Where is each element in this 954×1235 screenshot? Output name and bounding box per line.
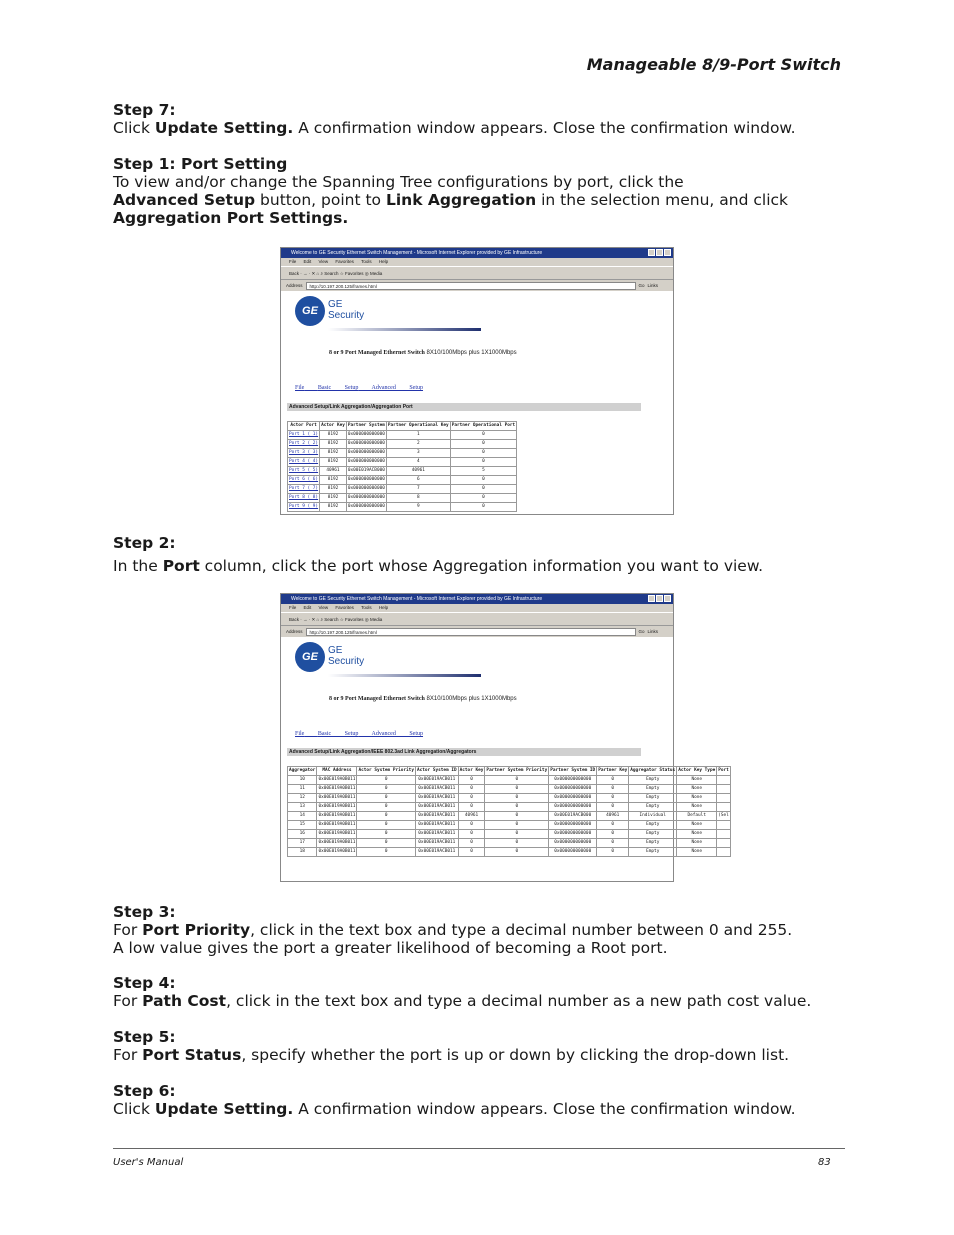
table-cell: 0 [450, 503, 516, 512]
table-cell: 0 [458, 794, 485, 803]
table-cell: 0 [357, 839, 416, 848]
table-cell: Individual [629, 812, 677, 821]
table-cell: 0x000000000000 [346, 503, 386, 512]
table-cell: 0x00E019ACB011 [415, 803, 458, 812]
table-cell: None [677, 776, 717, 785]
screenshot-aggregators [280, 593, 729, 882]
table-cell: Empty [629, 839, 677, 848]
ge-logo-icon: GE [295, 642, 325, 672]
table-row [288, 467, 517, 476]
table-cell: 0 [357, 812, 416, 821]
table-cell: 0x00E019A0B011 [317, 812, 357, 821]
table-cell: 0 [485, 794, 549, 803]
table-cell: 0 [450, 494, 516, 503]
toolbar[interactable]: Back · → · ✕ ⌂ ⌕ Search ☆ Favorites ◎ Media [281, 612, 673, 626]
table-cell: 17 [288, 839, 317, 848]
table-cell: 0 [458, 776, 485, 785]
table-cell: 1 [386, 431, 450, 440]
port-link[interactable]: Port 7 ( 7) [288, 485, 320, 494]
table-cell: 0 [597, 830, 629, 839]
table-cell: None [677, 821, 717, 830]
brand-security: Security [328, 656, 365, 667]
table-row [288, 449, 517, 458]
minimize-icon[interactable] [648, 249, 655, 256]
table-cell: None [677, 830, 717, 839]
port-link[interactable]: Port 9 ( 9) [288, 503, 320, 512]
table-cell: None [677, 803, 717, 812]
step-label: Step 7: [113, 101, 176, 119]
table-cell: 0x00E019A0B011 [317, 785, 357, 794]
nav-links [295, 731, 423, 737]
column-header: Partner Operational Key [386, 422, 450, 431]
table-cell: 0 [485, 776, 549, 785]
column-header: Port [717, 767, 731, 776]
table-cell: 6 [386, 476, 450, 485]
aggregation-port-table [287, 421, 517, 512]
table-cell: 0 [450, 431, 516, 440]
page-header-title: Manageable 8/9-Port Switch [586, 55, 841, 74]
brand-security: Security [328, 310, 365, 321]
table-row [288, 830, 731, 839]
table-cell: 5 [450, 467, 516, 476]
table-cell: 0x000000000000 [346, 494, 386, 503]
table-cell: 0 [458, 803, 485, 812]
column-header: Aggregator [288, 767, 317, 776]
table-cell: Empty [629, 776, 677, 785]
menu-bar[interactable]: File Edit View Favorites Tools Help [281, 604, 673, 612]
step-6: Step 6: Click Update Setting. A confirmation window appears. Close the confirmation window. [113, 1082, 893, 1118]
table-cell: 0 [357, 803, 416, 812]
step-4: Step 4: For Path Cost, click in the text box and type a decimal number as a new path cost value. [113, 974, 893, 1010]
column-header: Actor System Priority [357, 767, 416, 776]
table-cell: 0x00E019A0B011 [317, 803, 357, 812]
brand-divider [328, 328, 481, 331]
table-cell: 0x000000000000 [346, 440, 386, 449]
table-cell: 0 [597, 785, 629, 794]
table-row [288, 803, 731, 812]
nav-basic-setup[interactable]: Basic Setup [317, 385, 359, 391]
table-cell: 0x00E019A0B011 [317, 776, 357, 785]
minimize-icon[interactable] [648, 595, 655, 602]
table-cell: 10 [288, 776, 317, 785]
table-cell: 0x00E019ACB011 [415, 830, 458, 839]
port-link[interactable]: Port 2 ( 2) [288, 440, 320, 449]
table-cell: 0x000000000000 [549, 785, 597, 794]
table-cell: 0x00E019ACB011 [415, 812, 458, 821]
brand-divider [328, 674, 481, 677]
port-link[interactable]: Port 8 ( 8) [288, 494, 320, 503]
table-row [288, 785, 731, 794]
menu-bar[interactable]: File Edit View Favorites Tools Help [281, 258, 673, 266]
table-cell: 0 [597, 794, 629, 803]
table-cell: 0 [450, 449, 516, 458]
address-input[interactable]: http://10.197.200.125/frames.html [306, 628, 636, 636]
table-cell: 16 [288, 830, 317, 839]
table-cell: 0 [485, 830, 549, 839]
table-cell: 0x000000000000 [346, 476, 386, 485]
table-cell: 0x00E019A0B011 [317, 848, 357, 857]
table-cell: 0x000000000000 [549, 803, 597, 812]
table-row [288, 440, 517, 449]
table-cell: 0 [597, 776, 629, 785]
table-cell: 15 [288, 821, 317, 830]
table-cell: 12 [288, 794, 317, 803]
port-link[interactable]: Port 4 ( 4) [288, 458, 320, 467]
table-row [288, 494, 517, 503]
column-header: Partner System Priority [485, 767, 549, 776]
table-cell: 0 [450, 440, 516, 449]
nav-basic-setup[interactable]: Basic Setup [317, 731, 359, 737]
footer-divider [113, 1148, 845, 1149]
table-cell: 7 [386, 485, 450, 494]
table-cell: 0x000000000000 [549, 794, 597, 803]
table-cell: Empty [629, 794, 677, 803]
table-cell: Empty [629, 821, 677, 830]
maximize-icon[interactable] [656, 595, 663, 602]
window-titlebar: Welcome to GE Security Ethernet Switch Management - Microsoft Internet Explorer provided by GE Infrastructure [281, 594, 673, 604]
page-number: 83 [818, 1157, 831, 1168]
table-cell: Empty [629, 803, 677, 812]
brand-ge: GE [328, 645, 343, 656]
table-cell: 0 [357, 785, 416, 794]
port-link[interactable]: Port 6 ( 6) [288, 476, 320, 485]
column-header: Actor Key Type [677, 767, 717, 776]
table-cell [717, 848, 731, 857]
table-cell: 8192 [320, 485, 347, 494]
table-cell: 0x00E019A0B011 [317, 839, 357, 848]
address-bar: Address http://10.197.200.125/frames.html Go Links [281, 626, 673, 637]
table-row [288, 458, 517, 467]
table-cell: 8 [386, 494, 450, 503]
table-cell: 0 [357, 776, 416, 785]
table-cell: 0 [597, 839, 629, 848]
footer-left: User's Manual [113, 1157, 184, 1168]
table-cell: 0 [485, 785, 549, 794]
table-cell: 8192 [320, 476, 347, 485]
table-cell: 0x000000000000 [346, 431, 386, 440]
table-cell: 0 [485, 803, 549, 812]
table-header-row [288, 767, 731, 776]
table-cell: 11 [288, 785, 317, 794]
step-label: Step 4: [113, 974, 176, 992]
table-cell: 0x000000000000 [549, 830, 597, 839]
step-label: Step 3: [113, 903, 176, 921]
table-cell: 40961 [458, 812, 485, 821]
table-cell: 0x000000000000 [346, 458, 386, 467]
table-cell: (Sel [717, 812, 731, 821]
table-cell [717, 785, 731, 794]
nav-file[interactable]: File [295, 731, 305, 737]
aggregators-table [287, 766, 731, 857]
table-row [288, 776, 731, 785]
breadcrumb-bar: Advanced Setup/Link Aggregation/IEEE 802.3ad Link Aggregation/Aggregators [287, 748, 641, 756]
step-label: Step 5: [113, 1028, 176, 1046]
table-cell: 0 [458, 785, 485, 794]
table-cell: 0x000000000000 [549, 821, 597, 830]
table-cell: 0 [485, 812, 549, 821]
table-cell [717, 821, 731, 830]
table-cell: 0 [597, 848, 629, 857]
table-cell: 0 [357, 848, 416, 857]
step-5: Step 5: For Port Status, specify whether the port is up or down by clicking the drop-down list. [113, 1028, 893, 1064]
table-cell [717, 803, 731, 812]
address-input[interactable]: http://10.197.200.125/frames.html [306, 282, 636, 290]
column-header: Actor Port [288, 422, 320, 431]
nav-file[interactable]: File [295, 385, 305, 391]
table-row [288, 839, 731, 848]
table-cell: 40961 [386, 467, 450, 476]
table-cell: 0 [450, 485, 516, 494]
go-button[interactable]: Go [638, 283, 645, 288]
table-row [288, 476, 517, 485]
table-cell: Empty [629, 830, 677, 839]
column-header: Partner Key [597, 767, 629, 776]
port-link[interactable]: Port 3 ( 3) [288, 449, 320, 458]
table-cell: 0x00E019A0B011 [317, 821, 357, 830]
table-cell: None [677, 794, 717, 803]
step-label: Step 1: Port Setting [113, 155, 288, 173]
close-icon[interactable] [664, 595, 671, 602]
table-cell: 9 [386, 503, 450, 512]
maximize-icon[interactable] [656, 249, 663, 256]
column-header: MAC Address [317, 767, 357, 776]
table-cell: 0 [485, 821, 549, 830]
table-cell: 0 [357, 794, 416, 803]
step-label: Step 2: [113, 534, 176, 552]
step-1: Step 1: Port Setting To view and/or change the Spanning Tree configurations by port, click the Advanced Setup button, point to Link Aggregation in the selection menu, and click Aggregation Port Settings. [113, 155, 893, 227]
table-cell: 40961 [320, 467, 347, 476]
table-cell: None [677, 839, 717, 848]
table-cell: 8192 [320, 503, 347, 512]
table-cell: 14 [288, 812, 317, 821]
table-cell: 8192 [320, 494, 347, 503]
table-cell: 0x00E019A0B011 [317, 794, 357, 803]
address-bar: Address http://10.197.200.125/frames.html Go Links [281, 280, 673, 291]
table-cell: 0 [485, 839, 549, 848]
table-cell: 8192 [320, 440, 347, 449]
table-cell: 0 [458, 830, 485, 839]
table-cell: 0x000000000000 [549, 776, 597, 785]
table-cell: 0 [357, 830, 416, 839]
table-cell: Empty [629, 785, 677, 794]
table-cell: None [677, 848, 717, 857]
close-icon[interactable] [664, 249, 671, 256]
column-header: Partner System [346, 422, 386, 431]
table-cell: 2 [386, 440, 450, 449]
table-row [288, 503, 517, 512]
table-cell: 8192 [320, 431, 347, 440]
table-cell: None [677, 785, 717, 794]
step-2: Step 2: In the Port column, click the port whose Aggregation information you want to view. [113, 534, 893, 575]
column-header: Partner Operational Port [450, 422, 516, 431]
table-cell: 0 [597, 803, 629, 812]
table-cell: 0x00E019ACB011 [415, 794, 458, 803]
table-cell: 0x00E019ACB011 [415, 785, 458, 794]
table-row [288, 821, 731, 830]
links-button[interactable]: Links [647, 629, 659, 634]
go-button[interactable]: Go [638, 629, 645, 634]
table-cell: 0 [458, 821, 485, 830]
step-7-top: Step 7: Click Update Setting. A confirmation window appears. Close the confirmation window. [113, 101, 893, 137]
table-cell: 0x000000000000 [346, 485, 386, 494]
table-row [288, 485, 517, 494]
column-header: Aggregator Status [629, 767, 677, 776]
table-cell [717, 830, 731, 839]
table-cell: 18 [288, 848, 317, 857]
port-link[interactable]: Port 5 ( 5) [288, 467, 320, 476]
column-header: Actor Key [458, 767, 485, 776]
table-cell: 0x00E019A0B011 [317, 830, 357, 839]
table-row [288, 794, 731, 803]
column-header: Partner System ID [549, 767, 597, 776]
port-link[interactable]: Port 1 ( 1) [288, 431, 320, 440]
table-cell: 0x00E019ACB011 [415, 848, 458, 857]
table-cell: 0 [458, 839, 485, 848]
step-label: Step 6: [113, 1082, 176, 1100]
table-cell [717, 776, 731, 785]
table-cell: Default [677, 812, 717, 821]
screenshot-aggregation-port [280, 247, 674, 515]
table-cell: 0 [458, 848, 485, 857]
nav-advanced-setup[interactable]: Advanced Setup [371, 731, 424, 737]
breadcrumb-bar: Advanced Setup/Link Aggregation/Aggregation Port [287, 403, 641, 411]
nav-advanced-setup[interactable]: Advanced Setup [371, 385, 424, 391]
toolbar[interactable]: Back · → · ✕ ⌂ ⌕ Search ☆ Favorites ◎ Media [281, 266, 673, 280]
table-cell: 0 [485, 848, 549, 857]
step-3: Step 3: For Port Priority, click in the text box and type a decimal number between 0 and 255. A low value gives the port a greater likelihood of becoming a Root port. [113, 903, 893, 957]
table-row [288, 812, 731, 821]
table-cell: 0x000000000000 [346, 449, 386, 458]
switch-title: 8 or 9 Port Managed Ethernet Switch 8X10/100Mbps plus 1X1000Mbps [329, 696, 517, 702]
table-cell: 8192 [320, 449, 347, 458]
table-cell: 0x00E019ACB011 [415, 776, 458, 785]
table-cell: 0x00E019ACB011 [415, 839, 458, 848]
column-header: Actor System ID [415, 767, 458, 776]
ge-logo-icon: GE [295, 296, 325, 326]
brand-ge: GE [328, 299, 343, 310]
table-cell [717, 839, 731, 848]
table-cell: 0x000000000000 [549, 848, 597, 857]
table-cell: 8192 [320, 458, 347, 467]
links-button[interactable]: Links [647, 283, 659, 288]
table-cell: 0 [357, 821, 416, 830]
table-cell: 0 [597, 821, 629, 830]
switch-title: 8 or 9 Port Managed Ethernet Switch 8X10/100Mbps plus 1X1000Mbps [329, 350, 517, 356]
table-cell: 0x000000000000 [549, 839, 597, 848]
column-header: Actor Key [320, 422, 347, 431]
window-titlebar: Welcome to GE Security Ethernet Switch Management - Microsoft Internet Explorer provided by GE Infrastructure [281, 248, 673, 258]
table-cell: 0x00E019ACB000 [346, 467, 386, 476]
table-row [288, 848, 731, 857]
table-cell: 4 [386, 458, 450, 467]
table-cell: 3 [386, 449, 450, 458]
table-cell: Empty [629, 848, 677, 857]
table-cell: 0 [450, 458, 516, 467]
nav-links [295, 385, 423, 391]
table-cell: 0x00E019ACB000 [549, 812, 597, 821]
table-cell: 0 [450, 476, 516, 485]
table-header-row [288, 422, 517, 431]
table-cell: 13 [288, 803, 317, 812]
table-cell [717, 794, 731, 803]
table-row [288, 431, 517, 440]
table-cell: 40961 [597, 812, 629, 821]
table-cell: 0x00E019ACB011 [415, 821, 458, 830]
